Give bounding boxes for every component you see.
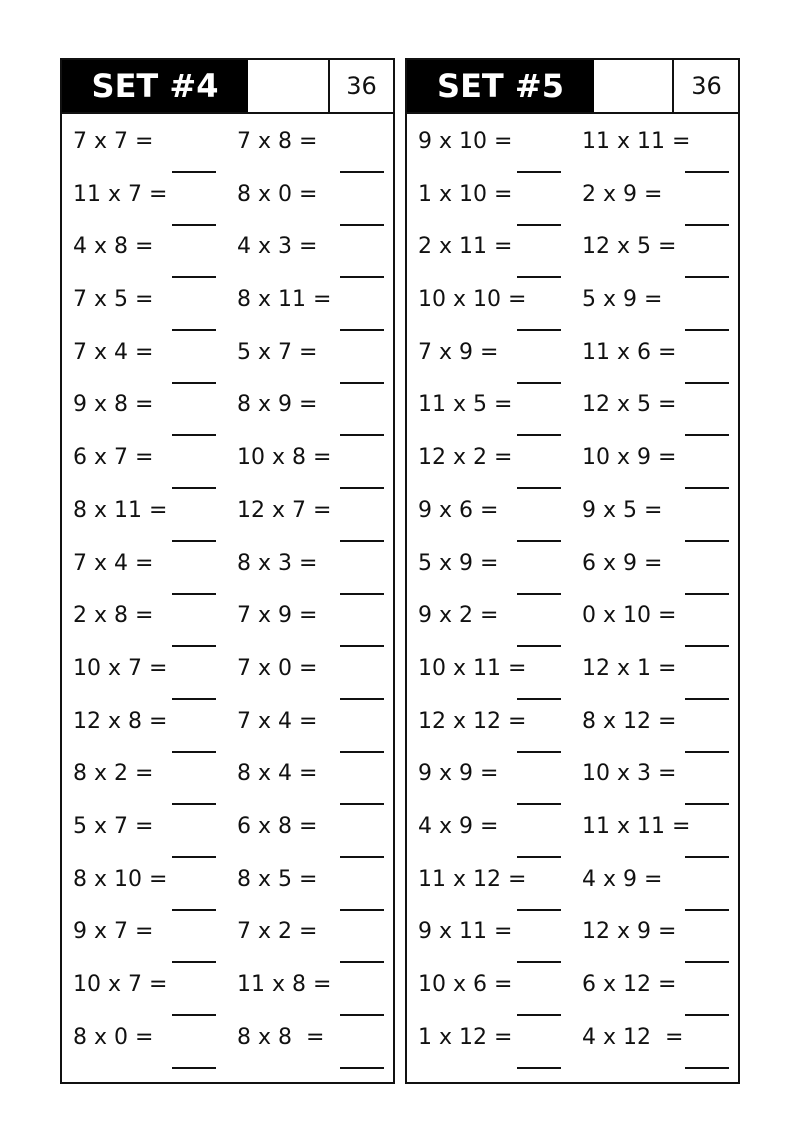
problem-row — [62, 1023, 393, 1076]
answer-blank[interactable] — [340, 751, 384, 753]
answer-blank[interactable] — [517, 961, 561, 963]
problem-text: 10 x 3 = — [582, 761, 677, 787]
problem-text: 9 x 2 = — [418, 603, 499, 629]
problem-row — [407, 338, 738, 391]
answer-blank[interactable] — [172, 540, 216, 542]
answer-blank[interactable] — [685, 645, 729, 647]
answer-blank[interactable] — [172, 171, 216, 173]
set-4-score: 36 — [346, 72, 377, 100]
problem-row — [407, 707, 738, 760]
problem-text: 11 x 6 = — [582, 339, 677, 365]
problem-text: 11 x 12 = — [418, 866, 527, 892]
answer-blank[interactable] — [340, 276, 384, 278]
set-5-name-box[interactable] — [594, 60, 674, 112]
problem-row — [407, 443, 738, 496]
problem-text: 10 x 8 = — [237, 445, 332, 471]
problem-text: 10 x 10 = — [418, 287, 527, 313]
problem-row — [407, 865, 738, 918]
answer-blank[interactable] — [517, 909, 561, 911]
problem-text: 7 x 9 = — [237, 603, 318, 629]
problem-text: 9 x 5 = — [582, 497, 663, 523]
answer-blank[interactable] — [685, 1014, 729, 1016]
problem-text: 8 x 12 = — [582, 708, 677, 734]
problem-row — [62, 707, 393, 760]
problem-text: 9 x 6 = — [418, 497, 499, 523]
answer-blank[interactable] — [340, 171, 384, 173]
problem-row — [62, 549, 393, 602]
problem-text: 10 x 6 = — [418, 972, 513, 997]
problem-text: 6 x 7 = — [73, 445, 154, 471]
problem-text: 1 x 10 = — [418, 181, 513, 207]
problem-text: 7 x 7 = — [73, 129, 154, 154]
answer-blank[interactable] — [517, 645, 561, 647]
answer-blank[interactable] — [172, 329, 216, 331]
problem-text: 5 x 7 = — [237, 339, 318, 365]
answer-blank[interactable] — [685, 1067, 729, 1069]
problem-text: 12 x 7 = — [237, 497, 332, 523]
answer-blank[interactable] — [517, 540, 561, 542]
answer-blank[interactable] — [172, 909, 216, 911]
problem-text: 8 x 0 = — [73, 1024, 154, 1050]
problem-text: 11 x 11 = — [582, 129, 691, 154]
answer-blank[interactable] — [340, 224, 384, 226]
answer-blank[interactable] — [517, 751, 561, 753]
problem-text: 0 x 10 = — [582, 603, 677, 629]
problem-text: 5 x 9 = — [418, 550, 499, 576]
problem-text: 4 x 8 = — [73, 234, 154, 260]
answer-blank[interactable] — [172, 961, 216, 963]
problem-row — [62, 180, 393, 233]
answer-blank[interactable] — [340, 329, 384, 331]
answer-blank[interactable] — [685, 382, 729, 384]
answer-blank[interactable] — [517, 856, 561, 858]
problem-text: 12 x 12 = — [418, 708, 527, 734]
problem-text: 1 x 12 = — [418, 1024, 513, 1050]
problem-text: 9 x 7 = — [73, 919, 154, 945]
set-5-problems — [407, 127, 738, 1075]
problem-row — [407, 654, 738, 707]
problem-row — [407, 496, 738, 549]
problem-text: 8 x 4 = — [237, 761, 318, 787]
problem-text: 4 x 9 = — [582, 866, 663, 892]
answer-blank[interactable] — [685, 593, 729, 595]
answer-blank[interactable] — [172, 434, 216, 436]
problem-text: 8 x 3 = — [237, 550, 318, 576]
problem-text: 8 x 10 = — [73, 866, 168, 892]
problem-row — [407, 601, 738, 654]
set-5-score: 36 — [691, 72, 722, 100]
problem-row — [62, 338, 393, 391]
problem-row — [62, 285, 393, 338]
answer-blank[interactable] — [172, 276, 216, 278]
answer-blank[interactable] — [340, 961, 384, 963]
problem-row — [62, 232, 393, 285]
answer-blank[interactable] — [685, 961, 729, 963]
problem-row — [407, 759, 738, 812]
answer-blank[interactable] — [517, 698, 561, 700]
problem-text: 7 x 8 = — [237, 129, 318, 154]
answer-blank[interactable] — [685, 909, 729, 911]
problem-text: 4 x 9 = — [418, 813, 499, 839]
problem-row — [62, 759, 393, 812]
answer-blank[interactable] — [517, 1067, 561, 1069]
problem-text: 12 x 5 = — [582, 234, 677, 260]
problem-row — [62, 865, 393, 918]
answer-blank[interactable] — [172, 698, 216, 700]
problem-text: 8 x 11 = — [73, 497, 168, 523]
problem-text: 12 x 1 = — [582, 655, 677, 681]
problem-row — [407, 232, 738, 285]
set-5-panel — [405, 58, 740, 1084]
answer-blank[interactable] — [685, 856, 729, 858]
problem-text: 5 x 9 = — [582, 287, 663, 313]
answer-blank[interactable] — [172, 803, 216, 805]
problem-row — [407, 285, 738, 338]
answer-blank[interactable] — [517, 171, 561, 173]
answer-blank[interactable] — [685, 803, 729, 805]
answer-blank[interactable] — [172, 751, 216, 753]
answer-blank[interactable] — [517, 434, 561, 436]
answer-blank[interactable] — [172, 645, 216, 647]
problem-text: 8 x 5 = — [237, 866, 318, 892]
problem-text: 11 x 5 = — [418, 392, 513, 418]
problem-text: 10 x 7 = — [73, 655, 168, 681]
answer-blank[interactable] — [340, 909, 384, 911]
answer-blank[interactable] — [685, 329, 729, 331]
answer-blank[interactable] — [172, 1067, 216, 1069]
problem-row — [407, 917, 738, 970]
answer-blank[interactable] — [340, 856, 384, 858]
problem-text: 8 x 0 = — [237, 181, 318, 207]
answer-blank[interactable] — [685, 540, 729, 542]
problem-row — [62, 443, 393, 496]
problem-text: 4 x 3 = — [237, 234, 318, 260]
problem-text: 6 x 9 = — [582, 550, 663, 576]
problem-text: 10 x 7 = — [73, 972, 168, 997]
answer-blank[interactable] — [685, 698, 729, 700]
answer-blank[interactable] — [340, 540, 384, 542]
answer-blank[interactable] — [685, 487, 729, 489]
problem-row — [62, 601, 393, 654]
problem-text: 12 x 9 = — [582, 919, 677, 945]
answer-blank[interactable] — [517, 382, 561, 384]
problem-row — [62, 917, 393, 970]
answer-blank[interactable] — [172, 856, 216, 858]
answer-blank[interactable] — [172, 1014, 216, 1016]
answer-blank[interactable] — [517, 224, 561, 226]
answer-blank[interactable] — [340, 803, 384, 805]
set-4-name-box[interactable] — [248, 60, 330, 112]
problem-row — [407, 812, 738, 865]
problem-text: 7 x 0 = — [237, 655, 318, 681]
answer-blank[interactable] — [340, 487, 384, 489]
answer-blank[interactable] — [685, 434, 729, 436]
problem-text: 2 x 9 = — [582, 181, 663, 207]
problem-row — [62, 496, 393, 549]
set-4-header — [62, 60, 393, 114]
problem-row — [62, 654, 393, 707]
answer-blank[interactable] — [172, 593, 216, 595]
problem-text: 7 x 4 = — [73, 550, 154, 576]
problem-text: 12 x 2 = — [418, 445, 513, 471]
problem-text: 5 x 7 = — [73, 813, 154, 839]
problem-text: 11 x 7 = — [73, 181, 168, 207]
answer-blank[interactable] — [685, 171, 729, 173]
problem-text: 8 x 11 = — [237, 287, 332, 313]
problem-text: 8 x 9 = — [237, 392, 318, 418]
problem-text: 11 x 11 = — [582, 813, 691, 839]
set-5-title: SET #5 — [407, 60, 594, 112]
problem-text: 8 x 2 = — [73, 761, 154, 787]
problem-text: 7 x 2 = — [237, 919, 318, 945]
answer-blank[interactable] — [685, 751, 729, 753]
problem-row — [407, 1023, 738, 1076]
answer-blank[interactable] — [172, 382, 216, 384]
answer-blank[interactable] — [340, 593, 384, 595]
set-5-header — [407, 60, 738, 114]
problem-text: 7 x 4 = — [237, 708, 318, 734]
problem-text: 7 x 5 = — [73, 287, 154, 313]
problem-text: 10 x 11 = — [418, 655, 527, 681]
answer-blank[interactable] — [685, 276, 729, 278]
problem-text: 8 x 8 = — [237, 1024, 325, 1050]
answer-blank[interactable] — [340, 645, 384, 647]
problem-text: 4 x 12 = — [582, 1024, 684, 1050]
problem-row — [407, 549, 738, 602]
answer-blank[interactable] — [517, 276, 561, 278]
problem-text: 7 x 9 = — [418, 339, 499, 365]
problem-text: 9 x 11 = — [418, 919, 513, 945]
set-4-panel — [60, 58, 395, 1084]
answer-blank[interactable] — [517, 1014, 561, 1016]
problem-text: 10 x 9 = — [582, 445, 677, 471]
answer-blank[interactable] — [685, 224, 729, 226]
answer-blank[interactable] — [517, 803, 561, 805]
problem-text: 7 x 4 = — [73, 339, 154, 365]
answer-blank[interactable] — [340, 382, 384, 384]
problem-row — [407, 970, 738, 1023]
problem-text: 9 x 10 = — [418, 129, 513, 154]
problem-text: 6 x 12 = — [582, 972, 677, 997]
answer-blank[interactable] — [172, 224, 216, 226]
problem-row — [407, 180, 738, 233]
answer-blank[interactable] — [517, 329, 561, 331]
problem-text: 12 x 8 = — [73, 708, 168, 734]
problem-text: 9 x 9 = — [418, 761, 499, 787]
problem-text: 11 x 8 = — [237, 972, 332, 997]
answer-blank[interactable] — [340, 698, 384, 700]
problem-text: 6 x 8 = — [237, 813, 318, 839]
answer-blank[interactable] — [340, 1067, 384, 1069]
answer-blank[interactable] — [172, 487, 216, 489]
answer-blank[interactable] — [517, 487, 561, 489]
problem-text: 12 x 5 = — [582, 392, 677, 418]
problem-row — [62, 127, 393, 180]
problem-row — [62, 812, 393, 865]
answer-blank[interactable] — [340, 1014, 384, 1016]
answer-blank[interactable] — [517, 593, 561, 595]
problem-text: 2 x 8 = — [73, 603, 154, 629]
problem-row — [62, 970, 393, 1023]
set-4-problems — [62, 127, 393, 1075]
problem-row — [407, 127, 738, 180]
problem-row — [407, 390, 738, 443]
problem-text: 2 x 11 = — [418, 234, 513, 260]
set-4-title: SET #4 — [62, 60, 248, 112]
problem-row — [62, 390, 393, 443]
answer-blank[interactable] — [340, 434, 384, 436]
problem-text: 9 x 8 = — [73, 392, 154, 418]
